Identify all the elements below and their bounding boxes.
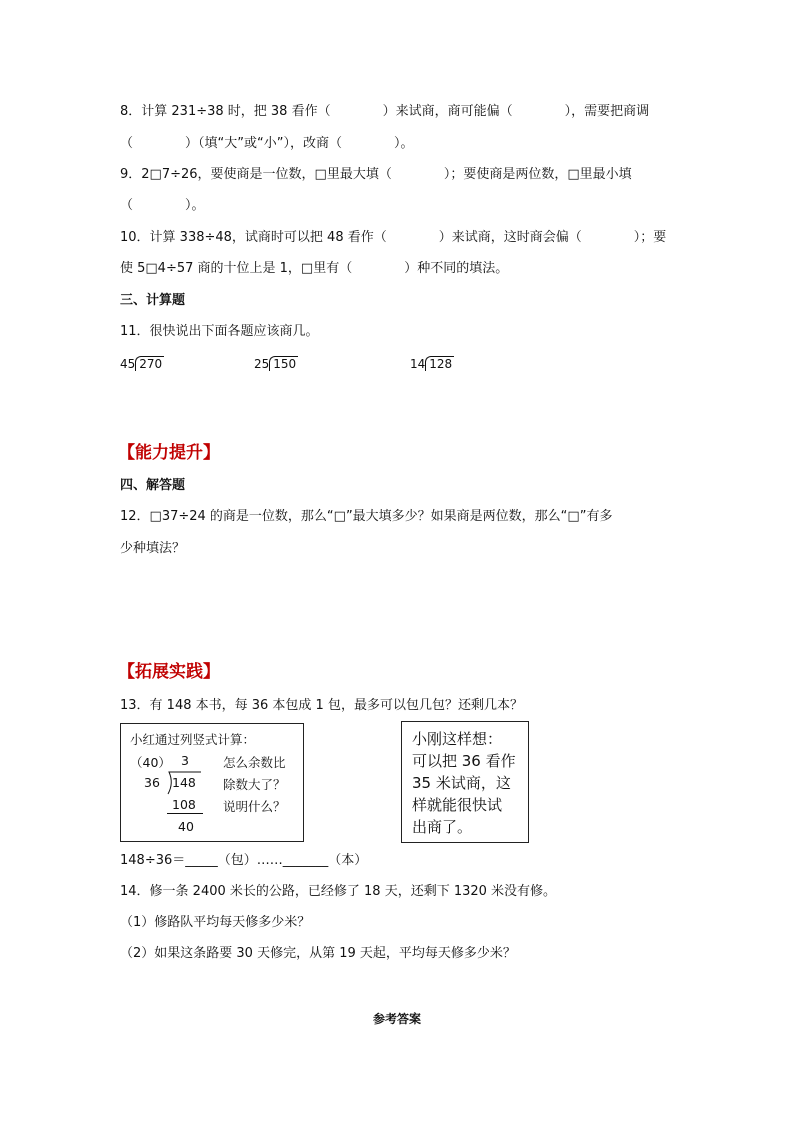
question-11-text: 11．很快说出下面各题应该商几。 — [120, 324, 319, 339]
quotient: 3 — [181, 753, 189, 768]
dividend: 148 — [172, 775, 196, 790]
question-10-line-2: 使 5□4÷57 商的十位上是 1，□里有（ ）种不同的填法。 — [120, 261, 509, 276]
divisor: 14 — [410, 357, 426, 371]
product: 108 — [172, 797, 196, 812]
remainder: 40 — [178, 819, 194, 834]
estimated-divisor: （40） — [130, 755, 171, 770]
dividend: 270 — [135, 356, 164, 371]
question-14-sub-1: （1）修路队平均每天修多少米？ — [120, 915, 311, 930]
section-ability-heading: 【能力提升】 — [118, 443, 220, 463]
section-4-heading: 四、解答题 — [120, 478, 186, 493]
question-14-text: 14．修一条 2400 米长的公路，已经修了 18 天，还剩下 1320 米没有修。 — [120, 884, 557, 899]
reference-answer-title: 参考答案 — [372, 1012, 421, 1026]
xiaogang-line-2: 可以把 36 看作 — [412, 752, 516, 770]
section-3-heading: 三、计算题 — [120, 293, 186, 308]
xiaogang-idea-box — [401, 721, 529, 843]
question-8-line-2: （ ）（填“大”或“小”），改商（ ）。 — [120, 136, 414, 151]
question-14-sub-2: （2）如果这条路要 30 天修完，从第 19 天起，平均每天修多少米？ — [120, 946, 516, 961]
question-9-line-1: 9．2□7÷26，要使商是一位数，□里最大填（ ）；要使商是两位数，□里最小填 — [120, 167, 632, 182]
question-13-text: 13．有 148 本书，每 36 本包成 1 包，最多可以包几包？还剩几本？ — [120, 698, 523, 713]
xiaogang-line-3: 35 米试商，这 — [412, 774, 511, 792]
xiaohong-calculation-box — [120, 723, 304, 842]
divisor: 45 — [120, 357, 136, 371]
section-extend-heading: 【拓展实践】 — [118, 662, 220, 682]
divisor: 36 — [144, 775, 160, 790]
xiaohong-title: 小红通过列竖式计算： — [130, 732, 256, 747]
xiaogang-line-5: 出商了。 — [412, 818, 473, 836]
note-line-2: 除数大了？ — [223, 777, 286, 792]
long-division-1 — [120, 356, 164, 371]
question-10-line-1: 10．计算 338÷48，试商时可以把 48 看作（ ）来试商，这时商会偏（ ）；要 — [120, 230, 667, 245]
question-13-answer: 148÷36＝_____（包）……_______（本） — [120, 853, 368, 868]
question-9-line-2: （ ）。 — [120, 198, 205, 213]
long-division-3 — [410, 356, 454, 371]
long-division-2 — [254, 356, 298, 371]
subtraction-line — [167, 813, 203, 814]
dividend: 128 — [425, 356, 454, 371]
divisor: 25 — [254, 357, 270, 371]
xiaogang-line-4: 样就能很快试 — [412, 796, 503, 814]
question-12-line-1: 12．□37÷24 的商是一位数，那么“□”最大填多少？如果商是两位数，那么“□”有多 — [120, 509, 613, 524]
note-line-1: 怎么余数比 — [223, 755, 286, 770]
dividend: 150 — [269, 356, 298, 371]
xiaogang-line-1: 小刚这样想： — [412, 730, 503, 748]
note-line-3: 说明什么？ — [223, 799, 286, 814]
question-8-line-1: 8．计算 231÷38 时，把 38 看作（ ）来试商，商可能偏（ ），需要把商调 — [120, 104, 650, 119]
question-12-line-2: 少种填法？ — [120, 541, 186, 556]
